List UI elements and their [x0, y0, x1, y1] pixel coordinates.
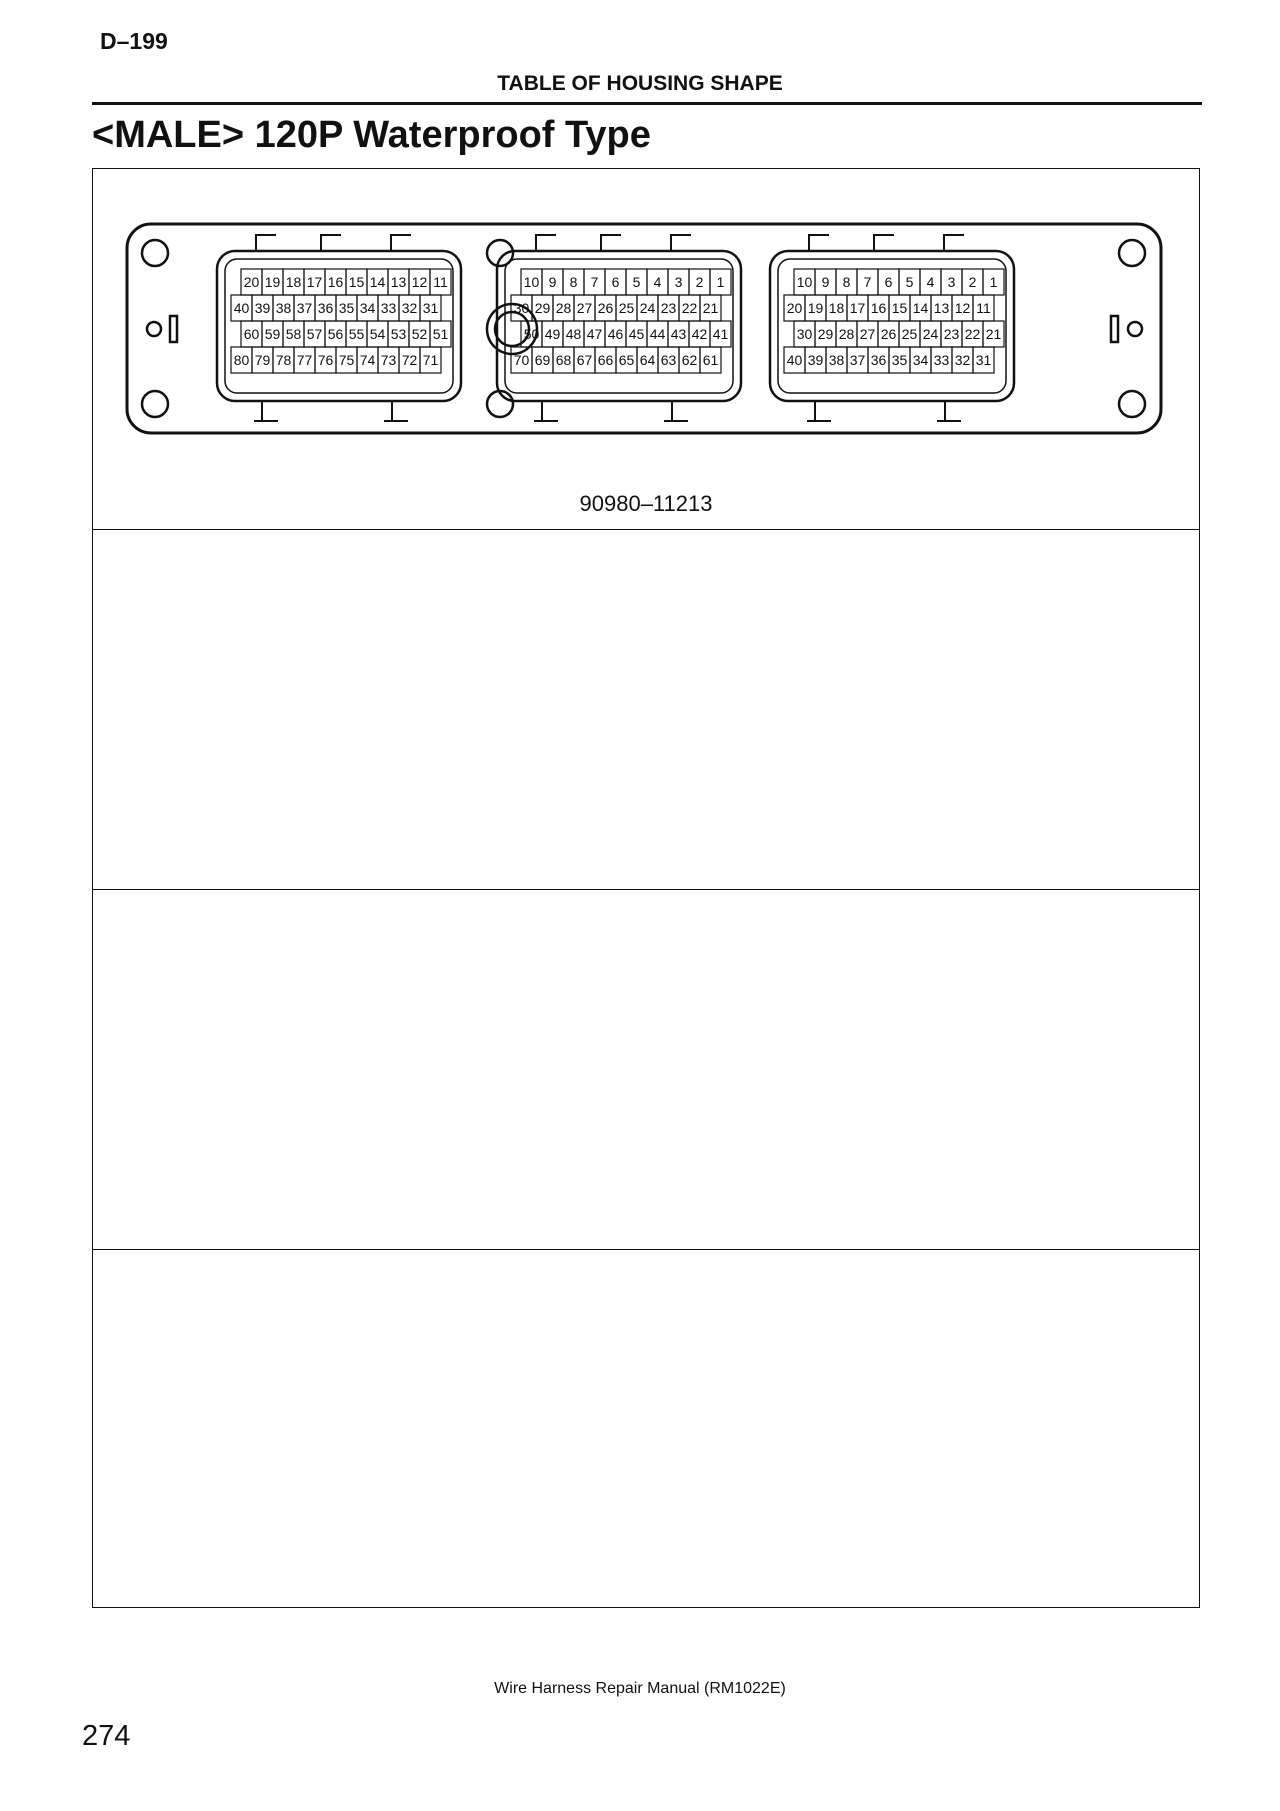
page-heading: <MALE> 120P Waterproof Type: [92, 114, 651, 156]
pin-label: 25: [618, 300, 635, 316]
pin-label: 34: [359, 300, 376, 316]
pin-label: 15: [891, 300, 908, 316]
mounting-hole: [1119, 391, 1145, 417]
pin-label: 4: [926, 274, 935, 290]
pin-label: 32: [954, 352, 971, 368]
pin-label: 68: [555, 352, 572, 368]
pin-label: 26: [597, 300, 614, 316]
slot-icon: [1111, 316, 1118, 342]
pin-label: 40: [233, 300, 250, 316]
pin-label: 1: [989, 274, 998, 290]
pin-label: 25: [901, 326, 918, 342]
pin-label: 2: [968, 274, 977, 290]
pin-label: 59: [264, 326, 281, 342]
pin-label: 46: [607, 326, 624, 342]
mounting-hole: [142, 391, 168, 417]
pin-label: 17: [849, 300, 866, 316]
pin-label: 79: [254, 352, 271, 368]
pin-label: 34: [912, 352, 929, 368]
bottom-tab: [384, 401, 408, 421]
pin-label: 31: [975, 352, 992, 368]
pin-label: 70: [513, 352, 530, 368]
housing-cell-4: [93, 1249, 1199, 1607]
pin-label: 17: [306, 274, 323, 290]
pin-label: 66: [597, 352, 614, 368]
pin-label: 30: [796, 326, 813, 342]
pin-label: 15: [348, 274, 365, 290]
pin-label: 54: [369, 326, 386, 342]
pin-label: 28: [838, 326, 855, 342]
slot-icon: [170, 316, 177, 342]
part-number: 90980–11213: [579, 491, 713, 516]
pin-label: 7: [863, 274, 872, 290]
pin-label: 23: [660, 300, 677, 316]
pin-label: 61: [702, 352, 719, 368]
pin-label: 49: [544, 326, 561, 342]
pin-label: 80: [233, 352, 250, 368]
pin-label: 18: [828, 300, 845, 316]
pin-label: 23: [943, 326, 960, 342]
pin-label: 76: [317, 352, 334, 368]
pin-label: 35: [338, 300, 355, 316]
pin-label: 9: [821, 274, 830, 290]
pin-label: 37: [296, 300, 313, 316]
pin-label: 33: [380, 300, 397, 316]
header-rule: [92, 102, 1202, 105]
pin-label: 5: [905, 274, 914, 290]
latch-tab: [809, 235, 829, 251]
pin-label: 73: [380, 352, 397, 368]
pin-label: 22: [964, 326, 981, 342]
pin-label: 50: [523, 326, 540, 342]
latch-tab: [601, 235, 621, 251]
pin-label: 56: [327, 326, 344, 342]
pin-label: 48: [565, 326, 582, 342]
pin-label: 16: [327, 274, 344, 290]
pin-label: 8: [842, 274, 851, 290]
pin-label: 8: [569, 274, 578, 290]
latch-tab: [256, 235, 276, 251]
pin-label: 69: [534, 352, 551, 368]
pin-label: 62: [681, 352, 698, 368]
pin-label: 11: [433, 274, 448, 290]
pin-label: 11: [976, 300, 991, 316]
pin-label: 64: [639, 352, 656, 368]
pin-label: 10: [796, 274, 813, 290]
housing-cell-2: [93, 529, 1199, 889]
pin-label: 14: [912, 300, 929, 316]
bottom-tab: [664, 401, 688, 421]
pin-label: 24: [639, 300, 656, 316]
latch-tab: [536, 235, 556, 251]
pin-label: 16: [870, 300, 887, 316]
latch-tab: [321, 235, 341, 251]
bottom-tab: [534, 401, 558, 421]
pin-label: 14: [369, 274, 386, 290]
pin-label: 72: [401, 352, 418, 368]
bottom-tab: [254, 401, 278, 421]
pin-label: 37: [849, 352, 866, 368]
pin-label: 39: [807, 352, 824, 368]
pin-block: [217, 235, 461, 421]
latch-tab: [671, 235, 691, 251]
mounting-hole: [142, 240, 168, 266]
pin-label: 1: [716, 274, 725, 290]
pin-label: 7: [590, 274, 599, 290]
pin-label: 74: [359, 352, 376, 368]
pin-label: 78: [275, 352, 292, 368]
pin-label: 20: [243, 274, 260, 290]
pin-label: 57: [306, 326, 323, 342]
latch-tab: [391, 235, 411, 251]
pin-label: 45: [628, 326, 645, 342]
pin-label: 32: [401, 300, 418, 316]
housing-cell-3: [93, 889, 1199, 1249]
pin-label: 10: [523, 274, 540, 290]
pin-label: 43: [670, 326, 687, 342]
pin-label: 53: [390, 326, 407, 342]
pin-label: 39: [254, 300, 271, 316]
pin-label: 19: [807, 300, 824, 316]
pin-label: 21: [985, 326, 1002, 342]
pin-label: 3: [947, 274, 956, 290]
pin-label: 22: [681, 300, 698, 316]
pin-label: 12: [411, 274, 428, 290]
pin-label: 71: [422, 352, 439, 368]
latch-tab: [874, 235, 894, 251]
pin-label: 38: [828, 352, 845, 368]
small-hole: [147, 322, 161, 336]
pin-label: 30: [513, 300, 530, 316]
manual-title: Wire Harness Repair Manual (RM1022E): [494, 1680, 786, 1697]
pin-label: 31: [422, 300, 439, 316]
pin-label: 2: [695, 274, 704, 290]
pin-label: 24: [922, 326, 939, 342]
pin-label: 42: [691, 326, 708, 342]
pin-label: 40: [786, 352, 803, 368]
pin-label: 41: [712, 326, 729, 342]
pin-label: 77: [296, 352, 313, 368]
pin-label: 18: [285, 274, 302, 290]
pin-label: 12: [954, 300, 971, 316]
pin-label: 20: [786, 300, 803, 316]
pin-label: 9: [548, 274, 557, 290]
pin-label: 47: [586, 326, 603, 342]
pin-label: 29: [817, 326, 834, 342]
pin-label: 60: [243, 326, 260, 342]
connector-diagram: [125, 221, 1165, 436]
housing-table: [92, 168, 1200, 1608]
pin-label: 19: [264, 274, 281, 290]
pin-label: 13: [933, 300, 950, 316]
pin-label: 3: [674, 274, 683, 290]
pin-label: 36: [870, 352, 887, 368]
housing-cell-1: [93, 169, 1199, 529]
pin-label: 29: [534, 300, 551, 316]
pin-label: 58: [285, 326, 302, 342]
pin-label: 36: [317, 300, 334, 316]
pin-block: [497, 235, 741, 421]
pin-label: 26: [880, 326, 897, 342]
pin-label: 51: [432, 326, 449, 342]
bottom-tab: [807, 401, 831, 421]
pin-label: 63: [660, 352, 677, 368]
pin-label: 28: [555, 300, 572, 316]
pin-label: 75: [338, 352, 355, 368]
pin-label: 52: [411, 326, 428, 342]
pin-label: 13: [390, 274, 407, 290]
pin-label: 33: [933, 352, 950, 368]
bottom-tab: [937, 401, 961, 421]
pin-block: [770, 235, 1014, 421]
pin-label: 6: [884, 274, 893, 290]
pin-label: 65: [618, 352, 635, 368]
pin-label: 4: [653, 274, 662, 290]
latch-tab: [944, 235, 964, 251]
pin-label: 44: [649, 326, 666, 342]
pin-label: 27: [576, 300, 593, 316]
page-number: 274: [82, 1720, 131, 1752]
pin-label: 27: [859, 326, 876, 342]
pin-label: 35: [891, 352, 908, 368]
pin-blocks: [217, 235, 1014, 421]
pin-label: 21: [702, 300, 719, 316]
section-title: TABLE OF HOUSING SHAPE: [497, 72, 783, 95]
pin-label: 6: [611, 274, 620, 290]
pin-label: 5: [632, 274, 641, 290]
mounting-hole: [1119, 240, 1145, 266]
pin-label: 55: [348, 326, 365, 342]
pin-label: 67: [576, 352, 593, 368]
page-code: D–199: [100, 28, 168, 54]
small-hole: [1128, 322, 1142, 336]
pin-label: 38: [275, 300, 292, 316]
